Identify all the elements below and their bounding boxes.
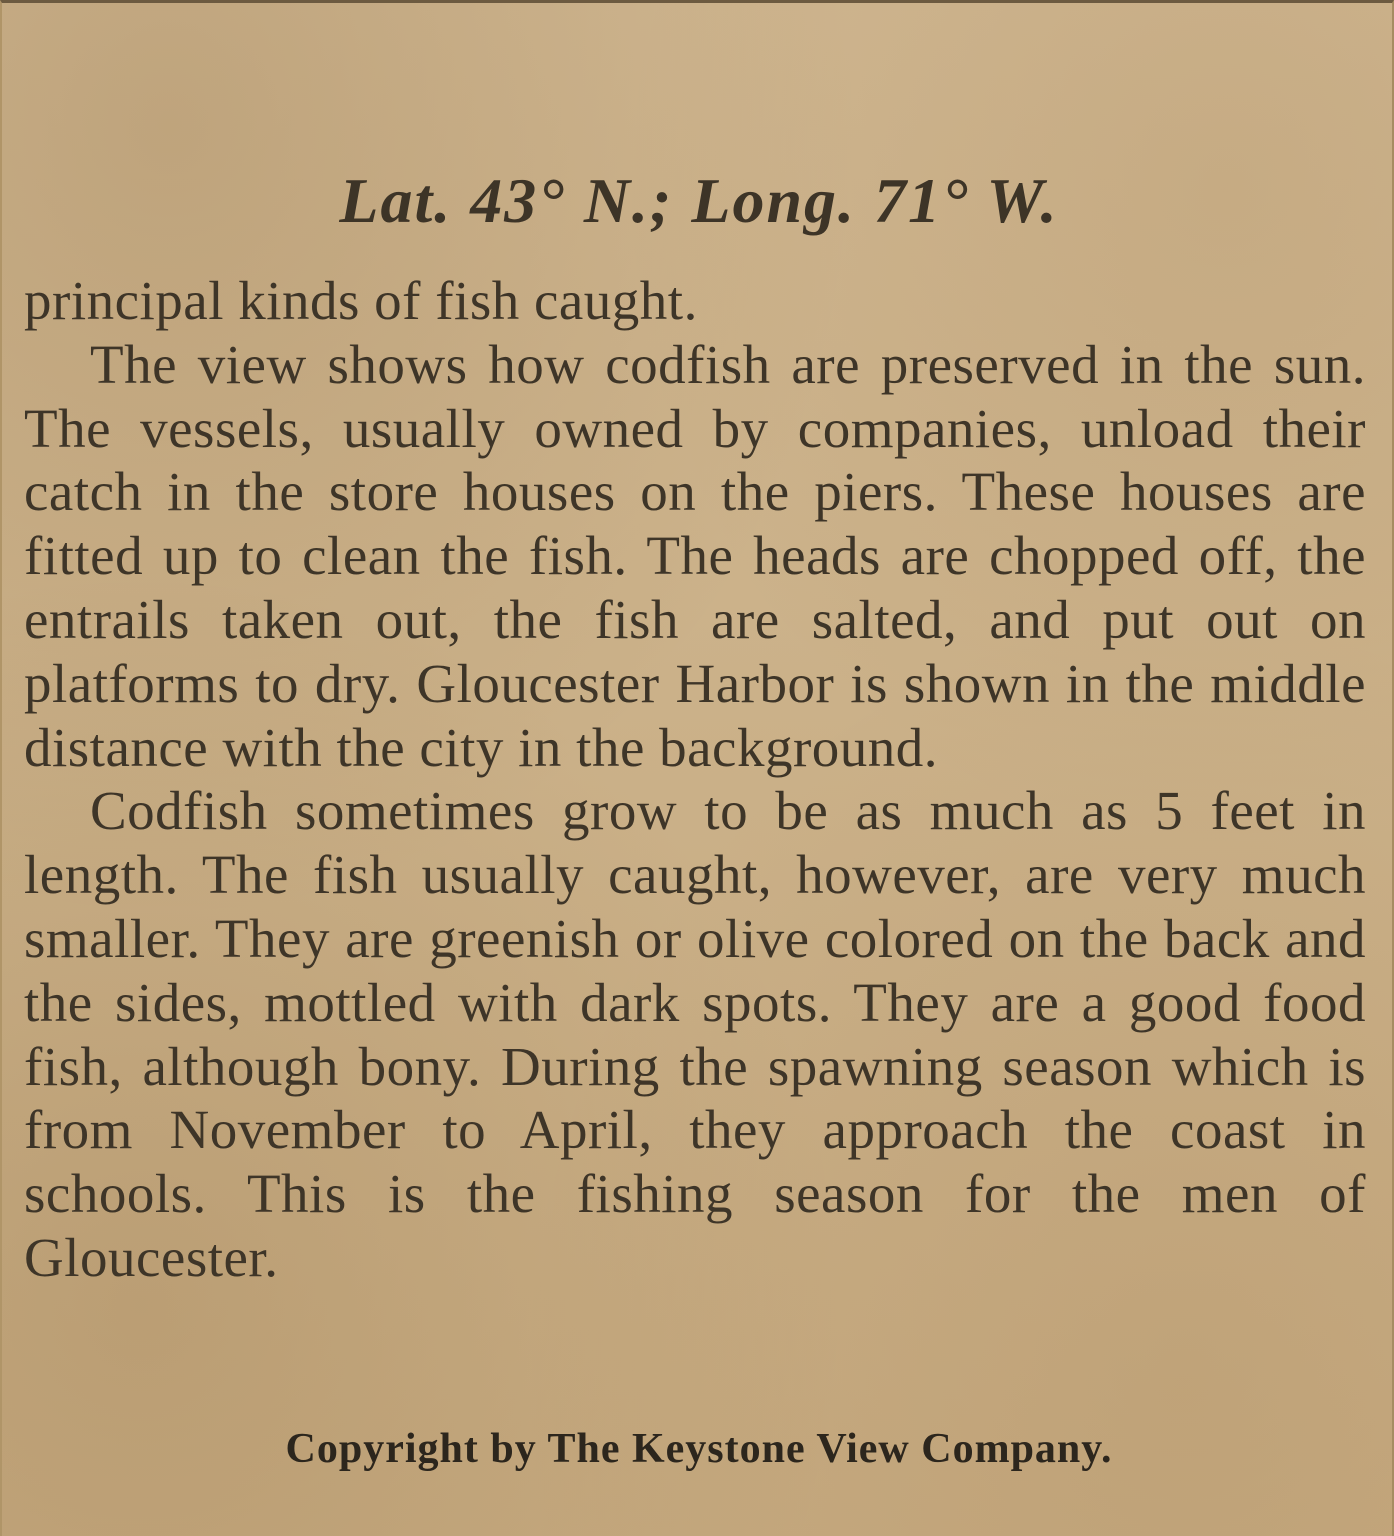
- paragraph-view-description: The view shows how codfish are preserved in the sun. The vessels, usually owned by companies, unload their catch in the store houses on the piers. These houses are fitted up to clean the fish. The heads are chopped off, the entrails taken out, the fish are salted, and put out on platforms to dry. Gloucester Harbor is shown in the middle distance with the city in the background.: [24, 333, 1366, 778]
- copyright-line: Copyright by The Keystone View Company.: [285, 1426, 1113, 1472]
- coordinates-heading: Lat. 43° N.; Long. 71° W.: [339, 165, 1059, 236]
- paragraph-continuation: principal kinds of fish caught.: [24, 270, 698, 331]
- description-text: [24, 269, 1366, 1290]
- paragraph-codfish-description: Codfish sometimes grow to be as much as 5 feet in length. The fish usually caught, however, are very much smaller. They are greenish or olive colored on the back and the sides, mottled with dark spots. They are a good food fish, although bony. During the spawning season which is from November to April, they approach the coast in schools. This is the fishing season for the men of Gloucester.: [24, 780, 1366, 1288]
